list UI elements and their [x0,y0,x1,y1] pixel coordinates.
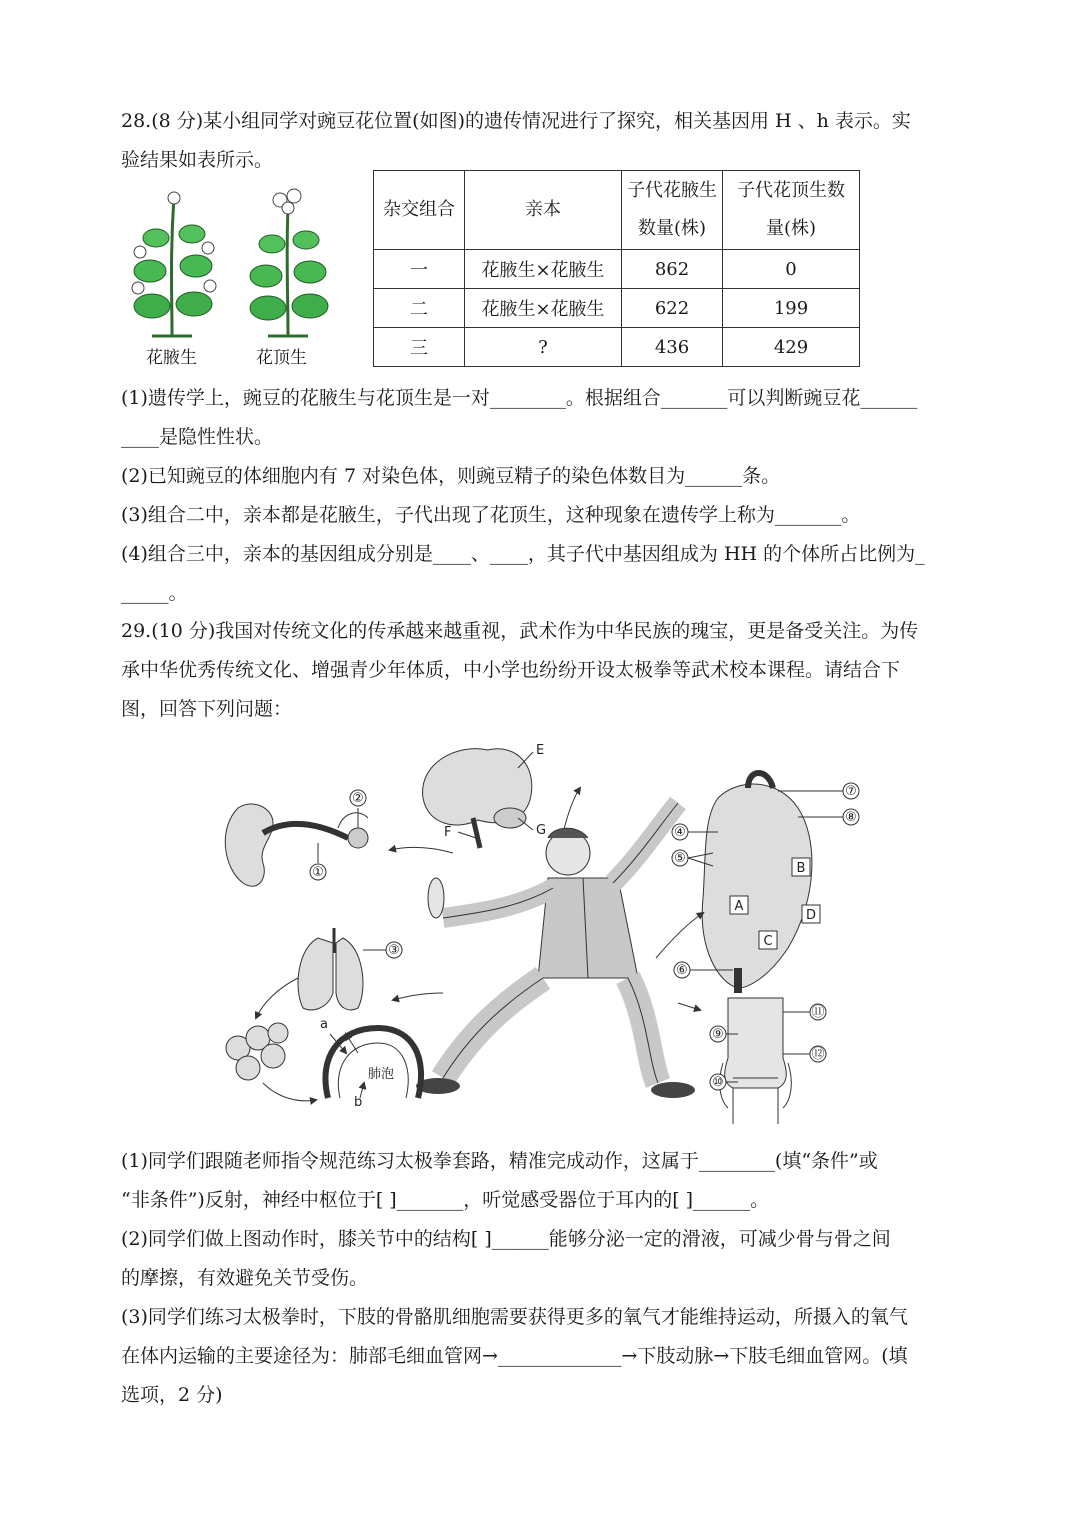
label-n7: ⑦ [845,784,857,799]
ear-illustration [225,804,368,886]
table-cell: 二 [374,289,465,328]
plant-label-terminal: 花顶生 [256,348,307,368]
q28-part4-line-2: _____。 [121,582,188,604]
label-D: D [805,908,817,923]
label-n3: ③ [388,943,400,958]
q29-part1-line-2: “非条件”)反射，神经中枢位于[ ]_______，听觉感受器位于耳内的[ ]______。 [121,1189,770,1211]
alveoli-cluster-illustration [226,1023,288,1080]
label-alveolus: 肺泡 [368,1067,395,1082]
label-n5: ⑤ [674,851,686,866]
q28-part3: (3)组合二中，亲本都是花腋生，子代出现了花顶生，这种现象在遗传学上称为_______。 [121,504,861,526]
table-cell: 花腋生×花腋生 [465,250,622,289]
brain-illustration [423,749,532,848]
label-n6: ⑥ [676,963,688,978]
cross-results-table [373,170,860,367]
label-n12: ⑫ [811,1047,825,1062]
q29-part2-line-2: 的摩擦，有效避免关节受伤。 [121,1267,369,1289]
lungs-illustration [298,928,363,1010]
table-row [374,289,860,328]
table-cell: 199 [723,289,860,328]
table-cell: 429 [723,328,860,367]
label-a: a [320,1017,328,1032]
axillary-flower-pea-illustration [122,186,222,338]
label-n2: ② [352,791,364,806]
tai-chi-person-illustration [416,803,695,1098]
label-n11: ⑪ [811,1005,825,1020]
q28-part4-line-1: (4)组合三中，亲本的基因组成分别是____、____，其子代中基因组成为 HH 的个体所占比例为_ [121,543,925,565]
table-cell: 三 [374,328,465,367]
heart-illustration [702,773,812,993]
table-header-cell: 子代花顶生数 量(株) [723,171,860,250]
label-G: G [536,823,547,838]
table-header-cell: 子代花腋生 数量(株) [622,171,723,250]
table-cell: 花腋生×花腋生 [465,289,622,328]
label-F: F [444,825,452,840]
knee-joint-illustration [720,998,792,1124]
table-header-row [374,171,860,250]
label-n4: ④ [674,825,686,840]
q28-part1-line-2: ____是隐性性状。 [121,426,274,448]
q29-part3-line-3: 选项，2 分) [121,1384,223,1406]
table-header-cell: 亲本 [465,171,622,250]
table-cell: 0 [723,250,860,289]
table-header-cell: 杂交组合 [374,171,465,250]
q29-part3-line-1: (3)同学们练习太极拳时，下肢的骨骼肌细胞需要获得更多的氧气才能维持运动，所摄入的氧气 [121,1306,908,1328]
q29-stem-line-2: 承中华优秀传统文化、增强青少年体质，中小学也纷纷开设太极拳等武术校本课程。请结合下 [121,659,901,681]
q29-stem-line-1: 29.(10 分)我国对传统文化的传承越来越重视，武术作为中华民族的瑰宝，更是备受关注。为传 [121,620,919,642]
label-n10: ⑩ [712,1075,724,1090]
label-C: C [763,934,773,949]
table-cell: ? [465,328,622,367]
table-cell: 862 [622,250,723,289]
label-B: B [796,861,806,876]
table-cell: 622 [622,289,723,328]
q29-part2-line-1: (2)同学们做上图动作时，膝关节中的结构[ ]______能够分泌一定的滑液，可减少骨与骨之间 [121,1228,891,1250]
label-n1: ① [312,865,324,880]
plant-label-axillary: 花腋生 [146,348,197,368]
table-row [374,250,860,289]
q28-stem-line-2: 验结果如表所示。 [121,149,274,171]
label-b: b [354,1095,363,1110]
alveolus-illustration [325,1028,421,1098]
q28-part2: (2)已知豌豆的体细胞内有 7 对染色体，则豌豆精子的染色体数目为______条。 [121,465,781,487]
q29-part1-line-1: (1)同学们跟随老师指令规范练习太极拳套路，精准完成动作，这属于________(填“条件”或 [121,1150,878,1172]
table-cell: 436 [622,328,723,367]
table-row [374,328,860,367]
label-E: E [536,743,545,758]
tai-chi-body-systems-figure [218,738,868,1124]
label-n9: ⑨ [712,1027,724,1042]
q28-part1-line-1: (1)遗传学上，豌豆的花腋生与花顶生是一对________。根据组合_______可以判断豌豆花______ [121,387,918,409]
q28-stem-line-1: 28.(8 分)某小组同学对豌豆花位置(如图)的遗传情况进行了探究，相关基因用 H 、h 表示。实 [121,110,911,132]
terminal-flower-pea-illustration [238,186,338,338]
q29-part3-line-2: 在体内运输的主要途径为：肺部毛细血管网→_____________→下肢动脉→下肢毛细血管网。(填 [121,1345,908,1367]
label-A: A [734,899,744,914]
q29-stem-line-3: 图，回答下列问题： [121,698,293,720]
label-n8: ⑧ [845,810,857,825]
table-cell: 一 [374,250,465,289]
